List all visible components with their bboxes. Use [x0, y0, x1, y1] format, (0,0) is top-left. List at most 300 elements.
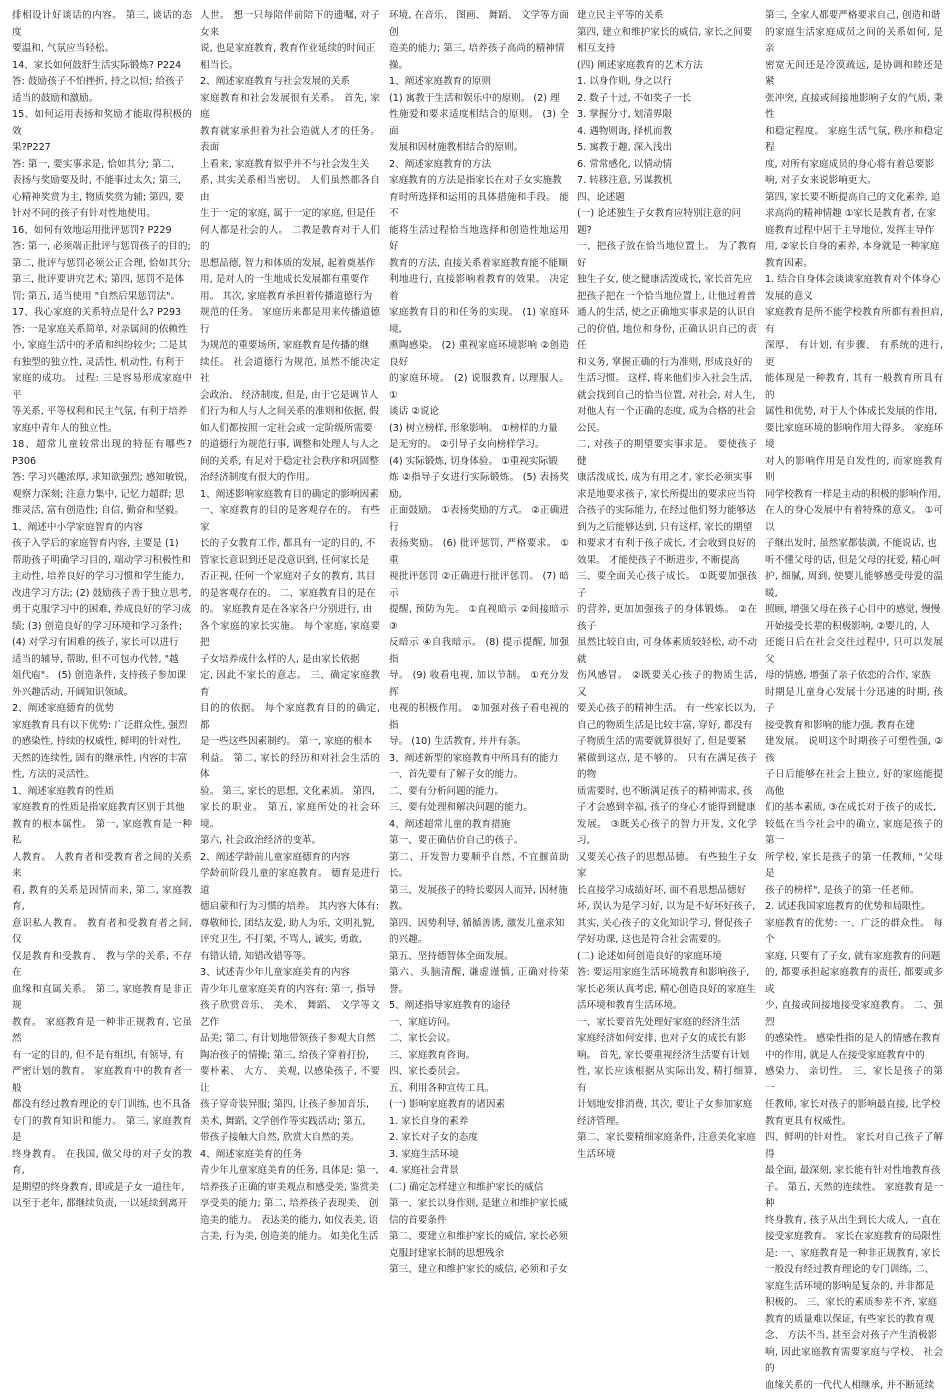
text-line: 目的的依据。 每个家庭教育目的的确定, 都	[200, 701, 380, 734]
text-line: 一、家长要首先处理好家庭的经济生活	[577, 1015, 757, 1032]
text-line: 信的首要条件	[389, 1213, 569, 1230]
text-line: 第三、建立和维护家长的威信, 必须和子女	[389, 1262, 569, 1279]
text-line: 说, 也是家庭教育, 教育作业延续的时间正	[200, 41, 380, 58]
text-line: 导。 (9) 收看电视, 加以节制。 ①充分发挥	[389, 668, 569, 701]
text-line: 活环境和教育生活环境。	[577, 998, 757, 1015]
text-line: 是无穷的。 ②引导子女向榜样学习。	[389, 437, 569, 454]
text-line: 管家长意识到还是没意识到, 任何家长是	[200, 553, 380, 570]
text-line: 德启蒙和行为习惯的培养。 其内容大体有:	[200, 899, 380, 916]
text-line: 一、首先要有了解子女的能力。	[389, 767, 569, 784]
text-line: 护, 细腻, 周到, 使婴儿能够感受母爱的温暖,	[765, 569, 943, 602]
text-line: 造美的能力; 第三, 培养孩子高尚的精神情	[389, 41, 569, 58]
text-line: 性, 家长应该根据从实际出发, 精打细算, 有	[577, 1064, 757, 1097]
text-line: 是: 一、家庭教育是一种非正规教育, 家长	[765, 1246, 943, 1263]
text-line: 利地进行, 直接影响着教育的效果。 决定着	[389, 272, 569, 305]
text-line: 学好功课, 这也是符合社会需要的。	[577, 932, 757, 949]
document-page	[0, 0, 950, 672]
text-column-5	[765, 8, 943, 668]
text-line: 三、家庭教育咨询。	[389, 1048, 569, 1065]
text-line: 教育的质量难以保证, 有些家长的教育观	[765, 1312, 943, 1329]
text-line: 少, 直接或间接地接受家庭教育。 二、强烈	[765, 998, 943, 1031]
text-line: 子继出发时, 虽然家都装潢, 不能说话, 也	[765, 536, 943, 553]
text-line: 评究卫生, 不打架, 不骂人, 诚实, 勇敢,	[200, 932, 380, 949]
text-line: 生于一定的家庭, 属于一定的家庭, 但是任	[200, 206, 380, 223]
text-line: 意识私人教育。 教育者和受教育者之间, 仅	[12, 916, 192, 949]
text-line: 终身教育, 孩子从出生到长大成人, 一直在	[765, 1213, 943, 1230]
text-line: 严密计划的教育。 家庭教育中的教育者一般	[12, 1064, 192, 1097]
text-line: 性, 方法的灵活性。	[12, 767, 192, 784]
text-line: 会政治、 经济制度, 但是, 由于它是调节人	[200, 388, 380, 405]
text-line: 第四, 建立和维护家长的威信, 家长之间要	[577, 25, 757, 42]
text-line: 家庭教育是所不能学校教育所都有着担肩, 有	[765, 305, 943, 338]
text-line: 任教师, 家长对孩子的影响最直接, 比学校	[765, 1097, 943, 1114]
text-line: 一、家庭教育的目的是客观存在的。 有些家	[200, 503, 380, 536]
text-line: 享受美的能力; 第二, 培养孩子表现美、 创	[200, 1196, 380, 1213]
text-line: 16、如何有效地运用批评惩罚? P229	[12, 223, 192, 240]
text-line: 2、阐述家庭教育的方法	[389, 157, 569, 174]
text-line: 生活习惯。 这样, 将来他们步入社会生活,	[577, 371, 757, 388]
text-line: 四、家长委员会。	[389, 1064, 569, 1081]
text-line: 有独型的独立性, 灵活性, 机动性, 有利于	[12, 355, 192, 372]
text-line: 1、阐述中小学家庭智育的内容	[12, 520, 192, 537]
text-line: 血缘和直属关系。 第二, 家庭教育是非正规	[12, 982, 192, 1015]
text-line: 求高尚的精神情趣 ①家长是教育者, 在家	[765, 206, 943, 223]
text-line: 性施爱和要求适度相结合的原则。 (3) 全面	[389, 107, 569, 140]
text-line: 一、家庭访问。	[389, 1015, 569, 1032]
text-line: 独生子女, 使之健康活泼成长, 家长首先应	[577, 272, 757, 289]
text-line: 主动性, 培养良好的学习习惯和学生能力,	[12, 569, 192, 586]
text-line: (一) 论述独生子女教育应特别注意的问	[577, 206, 757, 223]
text-line: 导。 (10) 生活教育, 并并有条。	[389, 734, 569, 751]
text-line: 果?P227	[12, 140, 192, 157]
text-line: (1) 寓教于生活和娱乐中的原则。 (2) 理	[389, 91, 569, 108]
text-line: 中的作用, 就是人在接受家庭教育中的	[765, 1048, 943, 1065]
text-line: 的兴趣。	[389, 932, 569, 949]
text-line: 的营养, 更加加强孩子的身体锻炼。 ②在孩子	[577, 602, 757, 635]
text-line: 答: 要运用家庭生活环境教育和影响孩子,	[577, 965, 757, 982]
text-line: 第二、要建立和维护家长的威信, 家长必须	[389, 1229, 569, 1246]
text-line: 1. 结合自身体会谈谈家庭教育对个体身心	[765, 272, 943, 289]
text-line: 答: 第一, 要实事求是, 恰如其分; 第二,	[12, 157, 192, 174]
text-line: 孩子入学后的家庭智育内容, 主要是 (1)	[12, 536, 192, 553]
text-line: 排相设计好谈话的内容。 第三, 谈话的态度	[12, 8, 192, 41]
text-line: 续任。 社会道德行为规范, 虽然不能决定社	[200, 355, 380, 388]
text-line: (四) 阐述家庭教育的艺术方法	[577, 58, 757, 75]
text-line: 较低在当今社会中的确立, 家庭是孩子的第一	[765, 817, 943, 850]
text-line: 克服封建家长制的思想残余	[389, 1246, 569, 1263]
text-line: 3、试述青少年儿童家庭美育的内容	[200, 965, 380, 982]
text-line: 家庭教育具有以下优势: 广泛群众性, 强烈	[12, 718, 192, 735]
text-line: 答: 鼓励孩子不怕挫折, 持之以恒; 给孩子	[12, 74, 192, 91]
text-line: 孩子欣赏音乐、 美术、 舞蹈、 文学等文艺作	[200, 998, 380, 1031]
text-line: 经济管理。	[577, 1114, 757, 1131]
text-line: 教育因素。	[765, 256, 943, 273]
text-line: 针对不同的孩子有针对性地使用。	[12, 206, 192, 223]
text-line: 三、要全面关心孩子成长。 ①既要加强孩子	[577, 569, 757, 602]
text-line: 庭教育过程中居于主导地位, 发挥主导作	[765, 223, 943, 240]
text-line: 俎代庖"。 (5) 创造条件, 支持孩子参加课	[12, 668, 192, 685]
text-line: 其实, 关心孩子的文化知识学习, 督促孩子	[577, 916, 757, 933]
text-line: 开始接受长辈的积极影响, ②婴儿的, 人	[765, 619, 943, 636]
text-line: 念、 方法不当, 甚至会对孩子产生消极影	[765, 1328, 943, 1345]
text-line: 1. 家长自身的素养	[389, 1114, 569, 1131]
text-line: 子。 第五, 天然的连续性。 家庭教育是一种	[765, 1180, 943, 1213]
text-line: 帮助孩子明确学习目的, 端动学习积极性和	[12, 553, 192, 570]
text-line: 在人的身心发展中有着特殊的意义。 ①可以	[765, 503, 943, 536]
text-line: 对他人有一个正确的态度, 成为合格的社会	[577, 404, 757, 421]
text-line: 仅是教育和受教育、 教与学的关系, 不存在	[12, 949, 192, 982]
text-line: 计划地安排消费, 其次, 要让子女参加家庭	[577, 1097, 757, 1114]
text-line: 家长的职业。 第五, 家庭所处的社会环境。	[200, 800, 380, 833]
text-line: 家长必须认真考虑, 精心创造良好的家庭生	[577, 982, 757, 999]
text-line: 响。 首先, 家长要重视经济生活要有计划	[577, 1048, 757, 1065]
text-line: 把孩子把在一个恰当地位置上, 让他过着普	[577, 289, 757, 306]
text-line: 孩子的榜样", 是孩子的第一任老师。	[765, 883, 943, 900]
text-line: 的。 家庭教育是在各家各户分别进行, 由	[200, 602, 380, 619]
text-line: 最全面, 最深刻, 家长能有针对性地教育孩	[765, 1163, 943, 1180]
text-line: 5. 寓教于趣, 深入浅出	[577, 140, 757, 157]
text-line: 的感染性。 感染性指的是人的情感在教育	[765, 1031, 943, 1048]
text-line: 家庭中青年人的独立性。	[12, 421, 192, 438]
text-line: 改进学习方法; (2) 鼓励孩子善于独立思考,	[12, 586, 192, 603]
text-line: 家庭经济如何安排, 也对子女的成长有影	[577, 1031, 757, 1048]
text-line: 学龄前阶段儿童的家庭教育。 德育是进行道	[200, 866, 380, 899]
text-line: 心精神奖赏为主, 物质奖赏为辅; 第四, 要	[12, 190, 192, 207]
text-line: 用, 是对人的一生地成长发展都有重要作	[200, 272, 380, 289]
text-line: (3) 树立榜样, 形象影响。 ①榜样的力量	[389, 421, 569, 438]
text-line: 同学校教育一样是主动的积极的影响作用,	[765, 487, 943, 504]
text-column-2	[200, 8, 380, 668]
text-line: 又要关心孩子的思想品德。 有些独生子女家	[577, 850, 757, 883]
text-line: 家庭教育和社会发展很有关系。 首先, 家庭	[200, 91, 380, 124]
text-line: 用, ②家长自身的素养, 本身就是一种家庭	[765, 239, 943, 256]
text-line: 相当长。	[200, 58, 380, 75]
text-line: 就会找到自己的恰当位置, 对社会, 对人生,	[577, 388, 757, 405]
text-line: 正面鼓励。 ①表扬奖励的方式。 ②正确进行	[389, 503, 569, 536]
text-line: 一、把孩子放在恰当地位置上。 为了教育好	[577, 239, 757, 272]
text-line: 的家庭生活家庭成员之间的关系如何, 是亲	[765, 25, 943, 58]
text-line: (4) 对学习有困难的孩子, 家长可以进行	[12, 635, 192, 652]
text-line: 是期望的终身教育, 即或是子女一道往年,	[12, 1180, 192, 1197]
text-line: 教育的方法, 直接关系着家庭教育能不能顺	[389, 256, 569, 273]
text-line: 们的基本素质, ③在成长对于孩子的成长,	[765, 800, 943, 817]
text-line: 三、要有处理和解决问题的能力。	[389, 800, 569, 817]
text-line: 上看来, 家庭教育似乎并不与社会发生关	[200, 157, 380, 174]
text-line: 1、阐述家庭教育的原则	[389, 74, 569, 91]
text-line: 们行为和人与人之间关系的准则和依据, 假	[200, 404, 380, 421]
text-line: 培养孩子正确的审美观点和感受美, 鉴赏美	[200, 1180, 380, 1197]
text-line: 第四, 家长要不断提高自己的文化素养, 追	[765, 190, 943, 207]
text-line: 勇于克服学习中的困难, 养成良好的学习成	[12, 602, 192, 619]
text-line: 响, 因此家庭教育需要家庭与学校、 社会的	[765, 1345, 943, 1378]
text-line: 炼 ②指导子女进行实际锻炼。 (5) 表扬奖励,	[389, 470, 569, 503]
text-column-1	[12, 8, 192, 668]
text-line: 教。	[389, 899, 569, 916]
text-line: 生活环境	[577, 1147, 757, 1164]
text-line: 间的关系, 有足对于稳定社会秩序和巩固整	[200, 454, 380, 471]
text-line: 响, 对子女来说影响更大。	[765, 173, 943, 190]
text-line: 系, 其实关系相当密切。 人们虽然都各自由	[200, 173, 380, 206]
text-line: 第二, 批评与惩罚必须公正合理, 恰如其分;	[12, 256, 192, 273]
text-column-3	[389, 8, 569, 668]
text-line: 到为之后能够达到, 只有这样, 家长的期望	[577, 520, 757, 537]
text-line: 3. 掌握分寸, 划清界限	[577, 107, 757, 124]
text-line: 属性和优势, 对于人个体成长发展的作用,	[765, 404, 943, 421]
text-line: 教育就家承担着为社会造就人才的任务。 表面	[200, 124, 380, 157]
text-line: 第二、开发智力要顺乎自然, 不宜揠苗助长。	[389, 850, 569, 883]
text-line: 青少年儿童家庭美育的任务, 具体是: 第一,	[200, 1163, 380, 1180]
text-line: 带孩子接触大自然, 欣赏大自然的美。	[200, 1130, 380, 1147]
text-line: 维灵活, 富有创造性; 自信, 勤奋和坚毅。	[12, 503, 192, 520]
text-line: 深厚、 有计划, 有步骤、 有系统的进行, 更	[765, 338, 943, 371]
text-line: 14、家长如何鼓舒生活实际锻炼? P224	[12, 58, 192, 75]
text-line: 1、阐述影响家庭教育目的确定的影响因素	[200, 487, 380, 504]
text-line: 罚; 第五, 适当使用 "自然后果惩罚法"。	[12, 289, 192, 306]
text-line: 第六, 社会政治经济的变革。	[200, 833, 380, 850]
text-line: 血缘关系的一代代人相继承, 并不断延续	[765, 1378, 943, 1394]
text-line: 4. 家庭社会背景	[389, 1163, 569, 1180]
text-line: 造美的能力。 表达美的能力, 如仪表美, 语	[200, 1213, 380, 1230]
text-line: 一般没有经过教育理论的专门训练, 二、	[765, 1262, 943, 1279]
text-line: 长的子女教育工作, 都具有一定的目的, 不	[200, 536, 380, 553]
text-line: 听不懂父母的话, 但是父母的抚爱, 精心呵	[765, 553, 943, 570]
text-line: (二) 确定怎样建立和维护家长的威信	[389, 1180, 569, 1197]
text-line: 第二、家长要精细家庭条件, 注意美化家庭	[577, 1130, 757, 1147]
text-column-4	[577, 8, 757, 668]
text-line: 利益。 第二, 家长的经历和对社会生活的体	[200, 751, 380, 784]
text-line: 教育。 家庭教育是一种非正规教育, 它虽然	[12, 1015, 192, 1048]
text-line: 观察力深刻; 注意力集中, 记忆力超群; 思	[12, 487, 192, 504]
text-line: 题?	[577, 223, 757, 240]
text-line: 和稳定程度。 家庭生活气氛, 秩序和稳定程	[765, 124, 943, 157]
text-line: 家庭的成功。 过程: 三是容易形成家庭中平	[12, 371, 192, 404]
text-line: 第四、因势利导, 循循善诱, 激发儿童求知	[389, 916, 569, 933]
text-line: 家庭教育目的和任务的实现。 (1) 家庭环境,	[389, 305, 569, 338]
text-line: 教育更具有权威性。	[765, 1114, 943, 1131]
text-line: 四、鲜明的针对性。 家长对自己孩子了解得	[765, 1130, 943, 1163]
text-line: 母的情感, 增强了亲子依恋的合作, 家族	[765, 668, 943, 685]
text-line: 人世。 想一只每陪伴前陪下的遗嘱, 对子女来	[200, 8, 380, 41]
text-line: 质需要时, 也不断满足孩子的精神需求, 孩	[577, 784, 757, 801]
text-line: 陶冶孩子的情操; 第三, 给孩子穿着打扮,	[200, 1048, 380, 1065]
text-line: 小, 家庭生活中的矛盾和纠纷较少; 二是其	[12, 338, 192, 355]
text-line: 度, 对所有家庭成员的身心将有着总要影	[765, 157, 943, 174]
text-line: 通人的生活, 使之正确地实事求是的认识自	[577, 305, 757, 322]
text-line: 用。 其次, 家庭教育承担着传播道德行为	[200, 289, 380, 306]
text-line: 自己的物质生活是比较丰富, 穿好, 都没有	[577, 718, 757, 735]
text-line: 所学校, 家长是孩子的第一任教师, "父母是	[765, 850, 943, 883]
text-line: 第三, 全家人都要严格要求自己, 创造和谐	[765, 8, 943, 25]
text-line: 积极的。 三、家长的素质参差不齐, 家庭	[765, 1295, 943, 1312]
text-line: 子日后能够在社会上独立, 好的家庭能提高他	[765, 767, 943, 800]
text-line: 接受家庭教育。 家长在家庭教育的局限性	[765, 1229, 943, 1246]
text-line: 适当的鼓励和激励。	[12, 91, 192, 108]
text-line: 虽然比较自由, 可身体素质较轻松, 动不动就	[577, 635, 757, 668]
text-line: 7. 转移注意, 另谋教机	[577, 173, 757, 190]
text-line: 何人都是社会的人。 二教是教育对于人们的	[200, 223, 380, 256]
text-line: 感染力、 亲切性。 三、家长是孩子的第一	[765, 1064, 943, 1097]
text-line: 第六、头脑清醒, 谦虚谨慎, 正确对待荣誉。	[389, 965, 569, 998]
text-line: 以至于老年, 都继续负责, 一以延续到离开	[12, 1196, 192, 1213]
text-line: (一) 影响家庭教育的诸因素	[389, 1097, 569, 1114]
text-line: 验。 第三, 家长的思想, 文化素质。 第四,	[200, 784, 380, 801]
text-line: (4) 实际锻炼, 切身体验。 ①重视实际锻	[389, 454, 569, 471]
text-line: 第三, 批评要讲究艺术; 第四, 惩罚不是体	[12, 272, 192, 289]
text-line: 和要求才有利于孩子成长, 才会收到良好的	[577, 536, 757, 553]
text-line: 第三、发展孩子的特长要因人而异, 因材施	[389, 883, 569, 900]
text-line: 四、论述题	[577, 190, 757, 207]
text-line: 的是客观存在的。 二、家庭教育目的是在	[200, 586, 380, 603]
text-line: 为规范的重要场所, 家庭教育是传播的继	[200, 338, 380, 355]
text-line: 表扬与奖励要及时, 不能事过太久; 第三,	[12, 173, 192, 190]
text-line: 4、阐述家庭美育的任务	[200, 1147, 380, 1164]
text-line: 18、超常儿童较常出现的特征有哪些? P306	[12, 437, 192, 470]
text-line: 家庭, 只要有了子女, 就有家庭教育的问题	[765, 949, 943, 966]
text-line: 要朴素、 大方、 美观, 以感染孩子, 不要让	[200, 1064, 380, 1097]
text-line: 第五、坚持德智体全面发展。	[389, 949, 569, 966]
text-line: 子物质生活的需要就算很好了, 但是要紧	[577, 734, 757, 751]
text-line: 的, 都要承担起家庭教育的责任, 都要或多或	[765, 965, 943, 998]
text-line: 否正视, 任何一个家庭对子女的教育, 其目	[200, 569, 380, 586]
text-line: 接受教育和影响的能力强, 教育在建	[765, 718, 943, 735]
text-line: 有错认错, 知错改错等等。	[200, 949, 380, 966]
text-line: 品美; 第二, 有计划地带领孩子参观大自然	[200, 1031, 380, 1048]
text-line: 视批评惩罚 ②正确进行批评惩罚。 (7) 暗示	[389, 569, 569, 602]
text-line: 的家庭环境。 (2) 说服教育, 以理服人。 ①	[389, 371, 569, 404]
text-line: 己的价值, 地位和身份, 正确认识自己的责任	[577, 322, 757, 355]
text-line: 子女培养成什么样的人, 是由家长依据	[200, 652, 380, 669]
text-line: 2. 家长对子女的态度	[389, 1130, 569, 1147]
text-line: 2、阐述家庭德育的优势	[12, 701, 192, 718]
text-line: 1. 以身作则, 身之以行	[577, 74, 757, 91]
text-line: 建立民主平等的关系	[577, 8, 757, 25]
text-line: 反暗示 ④自我暗示。 (8) 提示提醒, 加强指	[389, 635, 569, 668]
text-line: 青少年儿童家庭美育的内容有: 第一, 指导	[200, 982, 380, 999]
text-line: 尊敬师长, 团结友爱, 助人为乐, 文明礼貌,	[200, 916, 380, 933]
text-line: 美术, 舞蹈, 文学创作等实践活动; 第五,	[200, 1114, 380, 1131]
text-line: 的感染性, 持续的权威性, 鲜明的针对性,	[12, 734, 192, 751]
text-line: 谈话 ②说论	[389, 404, 569, 421]
text-line: 发展和因材施教相结合的原则。	[389, 140, 569, 157]
text-line: 治经济制度有很大的作用。	[200, 470, 380, 487]
text-line: 天然的连续性, 固有的继承性, 内容的丰富	[12, 751, 192, 768]
text-line: 是一些这些因素制约。 第一, 家庭的根本	[200, 734, 380, 751]
text-line: 相互支持	[577, 41, 757, 58]
text-line: 育时所选择和运用的具体措施和手段。 能不	[389, 190, 569, 223]
text-line: 绩; (3) 创造良好的学习环境和学习条件;	[12, 619, 192, 636]
text-line: 提醒, 预防为先。 ①直视暗示 ②间接暗示 ③	[389, 602, 569, 635]
text-line: 第一、家长以身作则, 是建立和维护家长威	[389, 1196, 569, 1213]
text-line: 求是地要求孩子, 家长所提出的要求应当符	[577, 487, 757, 504]
text-line: 家庭教育的优势: 一、广泛的群众性。 每个	[765, 916, 943, 949]
text-line: 答: 一是家庭关系简单, 对亲属间的依赖性	[12, 322, 192, 339]
text-line: 17、我心家庭的关系特点是什么? P293	[12, 305, 192, 322]
text-line: (二) 论述如何创造良好的家庭环境	[577, 949, 757, 966]
text-line: 教育的根本属性。 第一, 家庭教育是一种私	[12, 817, 192, 850]
text-line: 二, 对孩子的期望要实事求是。 要使孩子健	[577, 437, 757, 470]
text-line: 适当的辅导, 帮助, 但不可包办代替, "越	[12, 652, 192, 669]
text-line: 如人们都按照一定社会或一定阶级所需要	[200, 421, 380, 438]
text-line: 时期是儿童身心发展十分迅速的时期, 孩子	[765, 685, 943, 718]
text-line: 家庭生活环境的影响是复杂的, 并非都是	[765, 1279, 943, 1296]
text-line: 照顾, 增强父母在孩子心目中的感觉, 慢慢	[765, 602, 943, 619]
text-line: 和义务, 掌握正确的行为准则, 形成良好的	[577, 355, 757, 372]
text-line: 五、利用各种宣传工具。	[389, 1081, 569, 1098]
text-line: 紧做到这点, 是不够的。 只有在满足孩子的物	[577, 751, 757, 784]
text-line: 长直接学习成绩好坏, 面不看思想品德好	[577, 883, 757, 900]
text-line: 能体现是一种教育, 其有一般教育所具有的	[765, 371, 943, 404]
text-line: 2、阐述学龄前儿童家庭德育的内容	[200, 850, 380, 867]
text-line: 等关系, 平等权利和民主气氛, 有利于培养	[12, 404, 192, 421]
text-line: 孩子穿奇装异服; 第四, 让孩子参加音乐,	[200, 1097, 380, 1114]
text-line: 还能日后在社会交往过程中, 只可以发展父	[765, 635, 943, 668]
text-line: 言美, 行为美, 创造美的能力。 如美化生活	[200, 1229, 380, 1246]
text-line: 环境, 在音乐、 图画、 舞蹈、 文学等方面创	[389, 8, 569, 41]
text-line: 操。	[389, 58, 569, 75]
text-line: 建发展。 说明这个时期孩子可塑性强, ②孩	[765, 734, 943, 767]
text-line: 表扬奖励。 (6) 批评惩罚, 严格要求。 ①重	[389, 536, 569, 569]
text-line: 的道德行为规范行事, 调整和处理人与人之	[200, 437, 380, 454]
text-line: 发展的意义	[765, 289, 943, 306]
text-line: 都没有经过教育理论的专门训练, 也不具备	[12, 1097, 192, 1114]
text-line: 康活泼成长, 成为有用之才, 家长必须实事	[577, 470, 757, 487]
text-line: 要比家庭环境的影响作用大得多。 家庭环境	[765, 421, 943, 454]
text-line: 密宽无间还是冷漠疏远, 是协调和睦还是紧	[765, 58, 943, 91]
text-line: 二、家长会议。	[389, 1031, 569, 1048]
text-line: 人教育。 人教育者和受教育者之间的关系来	[12, 850, 192, 883]
text-line: 坏, 误认为是学习好, 以为是不好坏好孩子,	[577, 899, 757, 916]
text-line: 终身教育。 在我国, 做父母的对子女的教育,	[12, 1147, 192, 1180]
text-line: 家庭教育的方法是指家长在对子女实施教	[389, 173, 569, 190]
text-line: 规范的任务。 家庭历来都是用来传播道德行	[200, 305, 380, 338]
text-line: 答: 学习兴趣浓厚, 求知欲强烈; 感知敏锐,	[12, 470, 192, 487]
text-line: 合孩子的实际能力, 在经过他们努力能够达	[577, 503, 757, 520]
text-line: 4. 遇物则诲, 择机而教	[577, 124, 757, 141]
text-line: 3. 家庭生活环境	[389, 1147, 569, 1164]
text-line: 2. 试述我国家庭教育的优势和局限性。	[765, 899, 943, 916]
text-line: 家庭教育的性质是指家庭教育区别于其他	[12, 800, 192, 817]
text-line: 二、要有分析问题的能力。	[389, 784, 569, 801]
text-line: 子才会感到幸福, 孩子的身心才能得到健康	[577, 800, 757, 817]
text-line: 6. 常常感化, 以情动情	[577, 157, 757, 174]
text-line: 对人的影响作用是自发性的, 而家庭教育则	[765, 454, 943, 487]
text-line: 外兴趣活动, 开阔知识领域。	[12, 685, 192, 702]
text-line: 张冲突, 直接或间接地影响子女的气质, 秉性	[765, 91, 943, 124]
text-line: 公民。	[577, 421, 757, 438]
text-line: 能将生活过程恰当地选择和创造性地运用好	[389, 223, 569, 256]
text-line: 3、阐述新型的家庭教育中所具有的能力	[389, 751, 569, 768]
text-line: 电视的积极作用。 ②加强对孩子看电视的指	[389, 701, 569, 734]
text-line: 要关心孩子的精神生活。 有一些家长以为,	[577, 701, 757, 718]
text-line: 发展。 ③既关心孩子的智力开发, 文化学习,	[577, 817, 757, 850]
text-line: 熏陶感染。 (2) 重视家庭环境影响 ②创造良好	[389, 338, 569, 371]
text-line: 要温和, 气氛应当轻松。	[12, 41, 192, 58]
text-line: 第一、要正确估价自己的孩子。	[389, 833, 569, 850]
text-line: 15、如何运用表扬和奖励才能取得积极的效	[12, 107, 192, 140]
text-line: 各个家庭的家长实施。 每个家庭, 家庭要把	[200, 619, 380, 652]
text-line: 效果。 才能使孩子不断进步, 不断提高	[577, 553, 757, 570]
text-line: 5、阐述指导家庭教育的途径	[389, 998, 569, 1015]
text-line: 2、阐述家庭教育与社会发展的关系	[200, 74, 380, 91]
text-line: 思想品德, 智力和体质的发展, 起着奠基作	[200, 256, 380, 273]
text-line: 2. 数子十过, 不如奖子一长	[577, 91, 757, 108]
text-line: 1、阐述家庭教育的性质	[12, 784, 192, 801]
text-line: 专门的教育知识和能力。 第三, 家庭教育是	[12, 1114, 192, 1147]
text-line: 看, 教育的关系是因情而来, 第二, 家庭教育,	[12, 883, 192, 916]
text-line: 定, 因此不家长的意志。 三、确定家庭教育	[200, 668, 380, 701]
text-line: 有一定的目的, 但不是有组织, 有领导, 有	[12, 1048, 192, 1065]
text-line: 答: 第一, 必须端正批评与惩罚孩子的目的;	[12, 239, 192, 256]
